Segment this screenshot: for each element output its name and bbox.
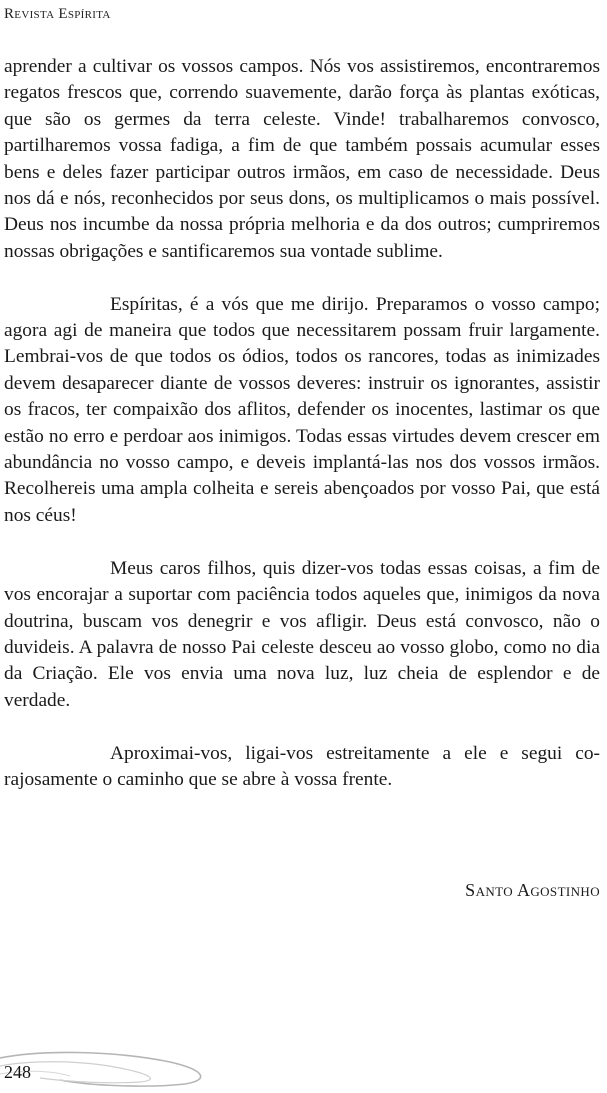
paragraph-continuation: aprender a cultivar os vossos campos. Nós vos assistiremos, encontraremos regatos frescos que, correndo suavemente, darão força às plantas exóticas, que são os germes da terra celeste. Vinde! trabalharemos convosco, partilharemos vossa fadiga, a fim de que também possais acumular esses bens e deles fazer participar outros irmãos, em caso de necessidade. Deus nos dá e nós, reconhecidos por seus dons, os multiplicamos o mais possível. Deus nos incumbe da nossa própria melhoria e da dos outros; cumpriremos nossas obrigações e santificaremos sua vontade sublime. [4, 56, 600, 262]
paragraph-meus-caros-filhos: Meus caros filhos, quis dizer-vos todas essas coisas, a fim de vos encorajar a suportar com paciência todos aqueles que, inimigos da nova doutrina, buscam vos denegrir e vos afligir. Deus está convosco, não o duvideis. A palavra de nosso Pai celeste desceu ao vosso globo, como no dia da Criação. Ele vos envia uma nova luz, luz cheia de esplendor e de verdade. [4, 557, 600, 711]
swirl-ornament-icon [0, 1040, 220, 1090]
signature: Santo Agostinho [465, 880, 600, 900]
page-number: 248 [4, 1062, 31, 1082]
paragraph-espiritas: Espíritas, é a vós que me dirijo. Preparamos o vosso campo; agora agi de maneira que todos que necessitarem possam fruir largamente. Lembrai-vos de que todos os ódios, todos os rancores, todas as inimizades devem desaparecer diante de vossos deveres: instruir os ignorantes, assistir os fracos, ter compaixão dos aflitos, defender os inocentes, lastimar os que estão no erro e perdoar aos inimigos. Todas essas virtudes devem crescer em abundância no vosso campo, e deveis implantá-las nos dos vossos irmãos. Recolhereis uma ampla colheita e sereis abençoados por vosso Pai, que está nos céus! [4, 293, 600, 526]
article-body [4, 54, 600, 793]
running-header: Revista Espírita [4, 6, 111, 22]
paragraph-aproximai-vos: Aproximai-vos, ligai-vos estreitamente a ele e segui corajosamente o caminho que se abre à vossa frente. [4, 742, 600, 790]
